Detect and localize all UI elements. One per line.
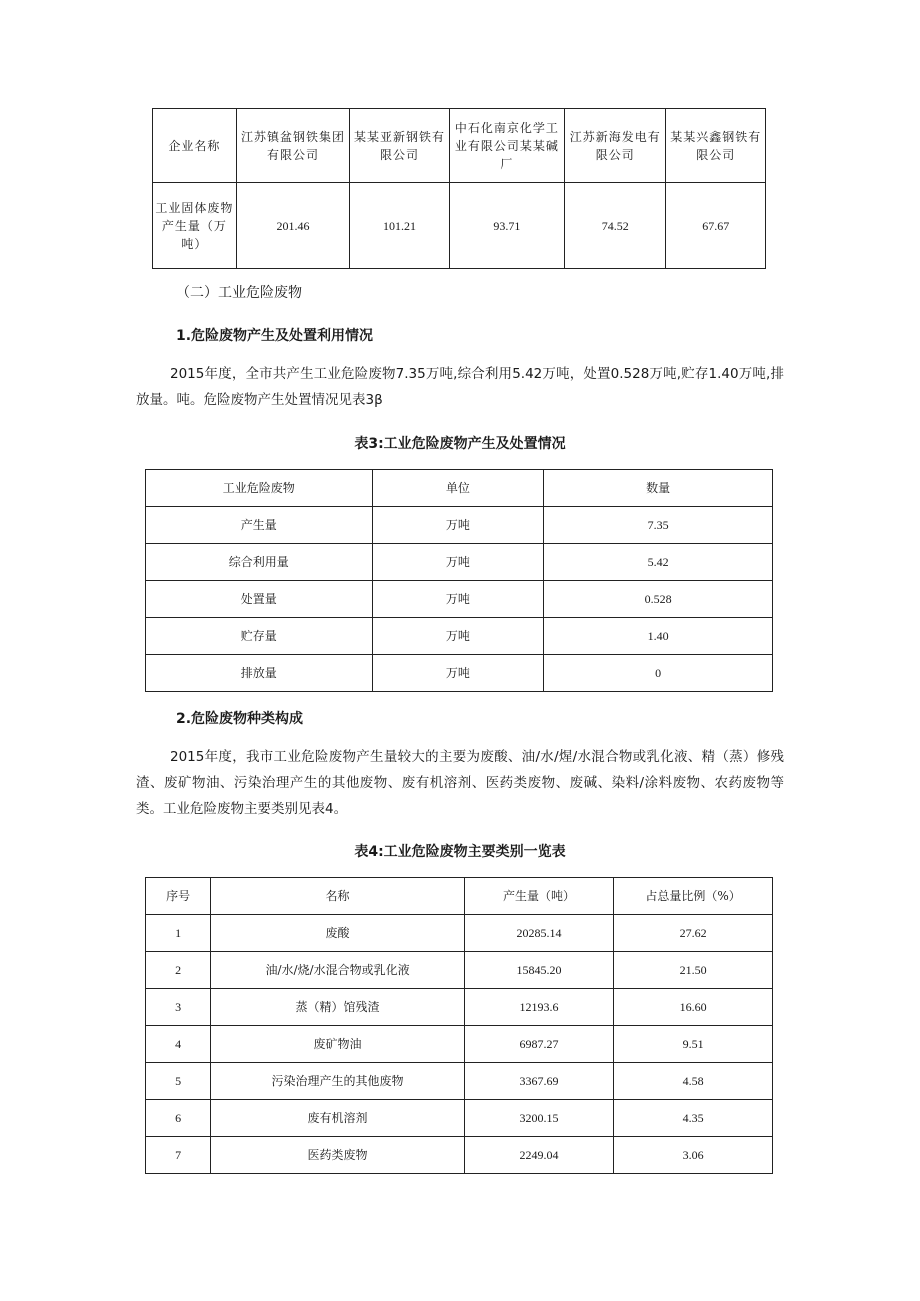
table-row [146,952,773,989]
table-cell: 0 [544,655,773,692]
enterprise-solid-waste-table [152,108,766,269]
value-cell: 101.21 [350,183,450,269]
header-cell: 中石化南京化学工业有限公司某某碱厂 [449,109,564,183]
header-cell: 序号 [146,878,211,915]
header-cell: 江苏镇盆钢铁集团有限公司 [236,109,349,183]
table-cell: 20285.14 [464,915,613,952]
table-cell: 4.35 [614,1100,773,1137]
table-cell: 1.40 [544,618,773,655]
header-cell: 数量 [544,470,773,507]
header-cell: 产生量（吨） [464,878,613,915]
table-cell: 处置量 [146,581,373,618]
table-cell: 产生量 [146,507,373,544]
table-caption: 表3:工业危险废物产生及处置情况 [354,436,566,452]
header-cell: 企业名称 [153,109,237,183]
table-cell: 2249.04 [464,1137,613,1174]
table-cell: 油/水/烧/水混合物或乳化液 [211,952,464,989]
hazardous-waste-category-table [145,877,773,1174]
header-cell: 江苏新海发电有限公司 [564,109,665,183]
table-row [146,1026,773,1063]
table-caption: 表4:工业危险废物主要类别一览表 [354,844,566,860]
table-header-row [153,109,766,183]
table-cell: 0.528 [544,581,773,618]
table-cell: 6987.27 [464,1026,613,1063]
table-cell: 9.51 [614,1026,773,1063]
table-cell: 7.35 [544,507,773,544]
table-row [146,655,773,692]
table-row [146,915,773,952]
table-cell: 万吨 [372,544,544,581]
table-cell: 5.42 [544,544,773,581]
table-cell: 万吨 [372,581,544,618]
table-cell: 3200.15 [464,1100,613,1137]
paragraph: 2015年度，我市工业危险废物产生量较大的主要为废酸、油/水/煋/水混合物或乳化液、精（蒸）修残渣、废矿物油、污染治理产生的其他废物、废有机溶剂、医药类废物、废碱、染料/涂料废物、农药废物等类。工业危险废物主要类别见表4。 [136,749,784,817]
table-row [153,183,766,269]
table-cell: 医药类废物 [211,1137,464,1174]
value-cell: 67.67 [666,183,766,269]
table-row [146,989,773,1026]
table-cell: 万吨 [372,507,544,544]
table-header-row [146,878,773,915]
header-cell: 某某亚新钢铁有限公司 [350,109,450,183]
header-cell: 某某兴鑫钢铁有限公司 [666,109,766,183]
section-heading: （二）工业危险废物 [176,285,302,301]
table-cell: 15845.20 [464,952,613,989]
header-cell: 名称 [211,878,464,915]
table-row [146,1100,773,1137]
table-row [146,581,773,618]
table-cell: 16.60 [614,989,773,1026]
table-cell: 废矿物油 [211,1026,464,1063]
table-row [146,507,773,544]
row-label: 工业固体废物产生量（万吨） [153,183,237,269]
paragraph: 2015年度，全市共产生工业危险废物7.35万吨,综合利用5.42万吨，处置0.528万吨,贮存1.40万吨,排放量。吨。危险废物产生处置情况见表3β [136,366,784,408]
table-cell: 5 [146,1063,211,1100]
table-row [146,544,773,581]
table-cell: 贮存量 [146,618,373,655]
value-cell: 93.71 [449,183,564,269]
value-cell: 74.52 [564,183,665,269]
table-cell: 4 [146,1026,211,1063]
header-cell: 工业危险废物 [146,470,373,507]
hazardous-waste-disposal-table [145,469,773,692]
table-cell: 万吨 [372,618,544,655]
subsection-heading: 1.危险废物产生及处置利用情况 [176,328,374,344]
table-row [146,1063,773,1100]
table-cell: 6 [146,1100,211,1137]
table-cell: 2 [146,952,211,989]
subsection-heading: 2.危险废物种类构成 [176,711,304,727]
table-row [146,1137,773,1174]
table-cell: 综合利用量 [146,544,373,581]
table-cell: 4.58 [614,1063,773,1100]
table-cell: 7 [146,1137,211,1174]
header-cell: 占总量比例（%） [614,878,773,915]
table-cell: 万吨 [372,655,544,692]
table-cell: 排放量 [146,655,373,692]
value-cell: 201.46 [236,183,349,269]
table-header-row [146,470,773,507]
table-row [146,618,773,655]
table-cell: 污染治理产生的其他废物 [211,1063,464,1100]
table-cell: 27.62 [614,915,773,952]
table-cell: 21.50 [614,952,773,989]
table-cell: 废酸 [211,915,464,952]
header-cell: 单位 [372,470,544,507]
table-cell: 3 [146,989,211,1026]
table-cell: 蒸（精）馆残渣 [211,989,464,1026]
table-cell: 废有机溶剂 [211,1100,464,1137]
table-cell: 3.06 [614,1137,773,1174]
table-cell: 12193.6 [464,989,613,1026]
table-cell: 3367.69 [464,1063,613,1100]
table-cell: 1 [146,915,211,952]
